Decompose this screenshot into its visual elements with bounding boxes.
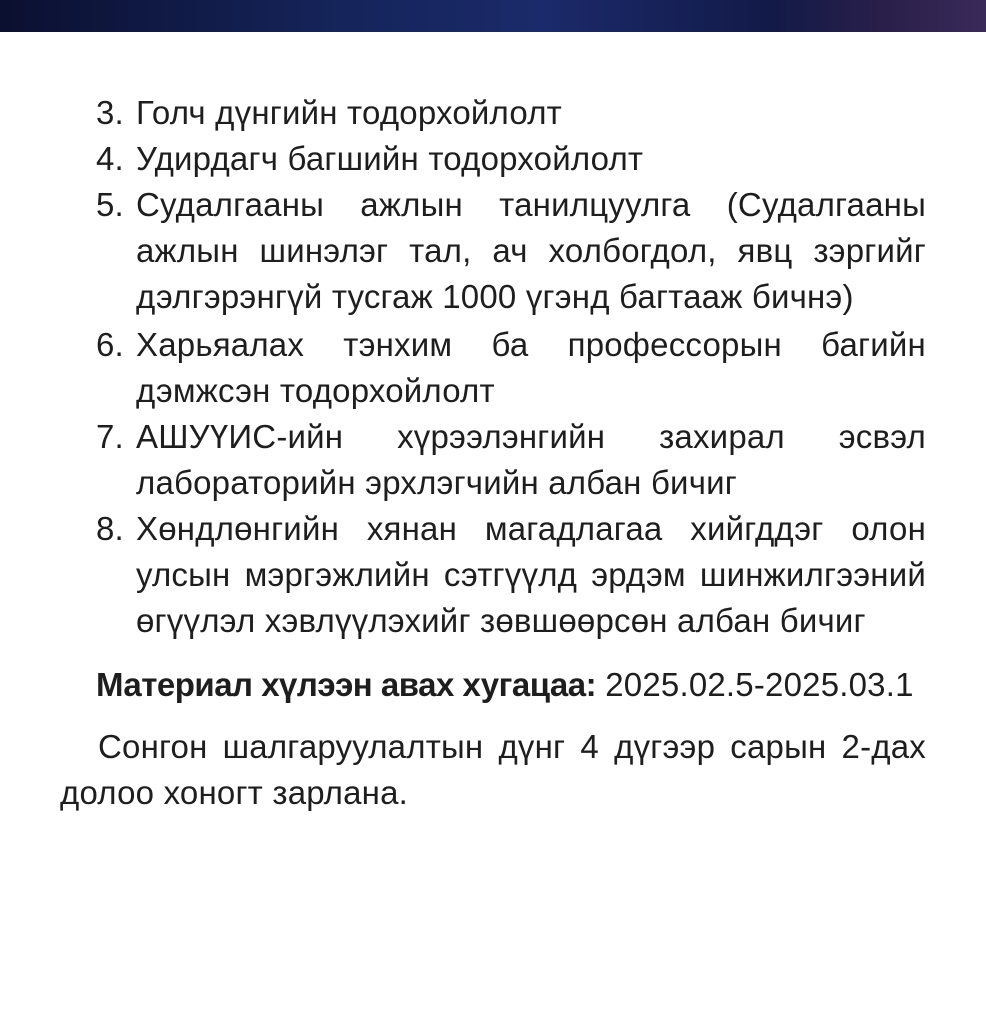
item-number: 6.	[96, 326, 124, 363]
deadline-label: Материал хүлээн авах хугацаа:	[96, 666, 597, 703]
list-item	[96, 506, 926, 644]
item-text: Харьяалах тэнхим ба профессорын багийн дэмжсэн тодорхойлолт	[136, 326, 926, 409]
item-number: 4.	[96, 140, 124, 177]
list-item	[96, 414, 926, 506]
item-number: 7.	[96, 418, 124, 455]
item-number: 8.	[96, 510, 124, 547]
list-item	[96, 90, 926, 136]
results-announcement: Сонгон шалгаруулалтын дүнг 4 дүгээр сарын 2-дах долоо хоногт зарлана.	[60, 728, 926, 811]
item-text: Голч дүнгийн тодорхойлолт	[136, 94, 562, 131]
list-item	[96, 322, 926, 414]
item-text: Судалгааны ажлын танилцуулга (Судалгааны ажлын шинэлэг тал, ач холбогдол, явц зэргийг дэлгэрэнгүй тусгаж 1000 үгэнд багтааж бичнэ)	[136, 186, 926, 315]
list-item	[96, 136, 926, 182]
item-text: Удирдагч багшийн тодорхойлолт	[136, 140, 644, 177]
deadline-value: 2025.02.5-2025.03.1	[605, 666, 914, 703]
item-text: Хөндлөнгийн хянан магадлагаа хийгддэг олон улсын мэргэжлийн сэтгүүлд эрдэм шинжилгээний өгүүлэл хэвлүүлэхийг зөвшөөрсөн албан бичиг	[136, 510, 926, 639]
submission-deadline	[96, 662, 926, 708]
header-banner	[0, 0, 986, 32]
item-number: 3.	[96, 94, 124, 131]
item-number: 5.	[96, 186, 124, 223]
list-item	[96, 182, 926, 320]
item-text: АШУҮИС-ийн хүрээлэнгийн захирал эсвэл лабораторийн эрхлэгчийн албан бичиг	[136, 418, 926, 501]
